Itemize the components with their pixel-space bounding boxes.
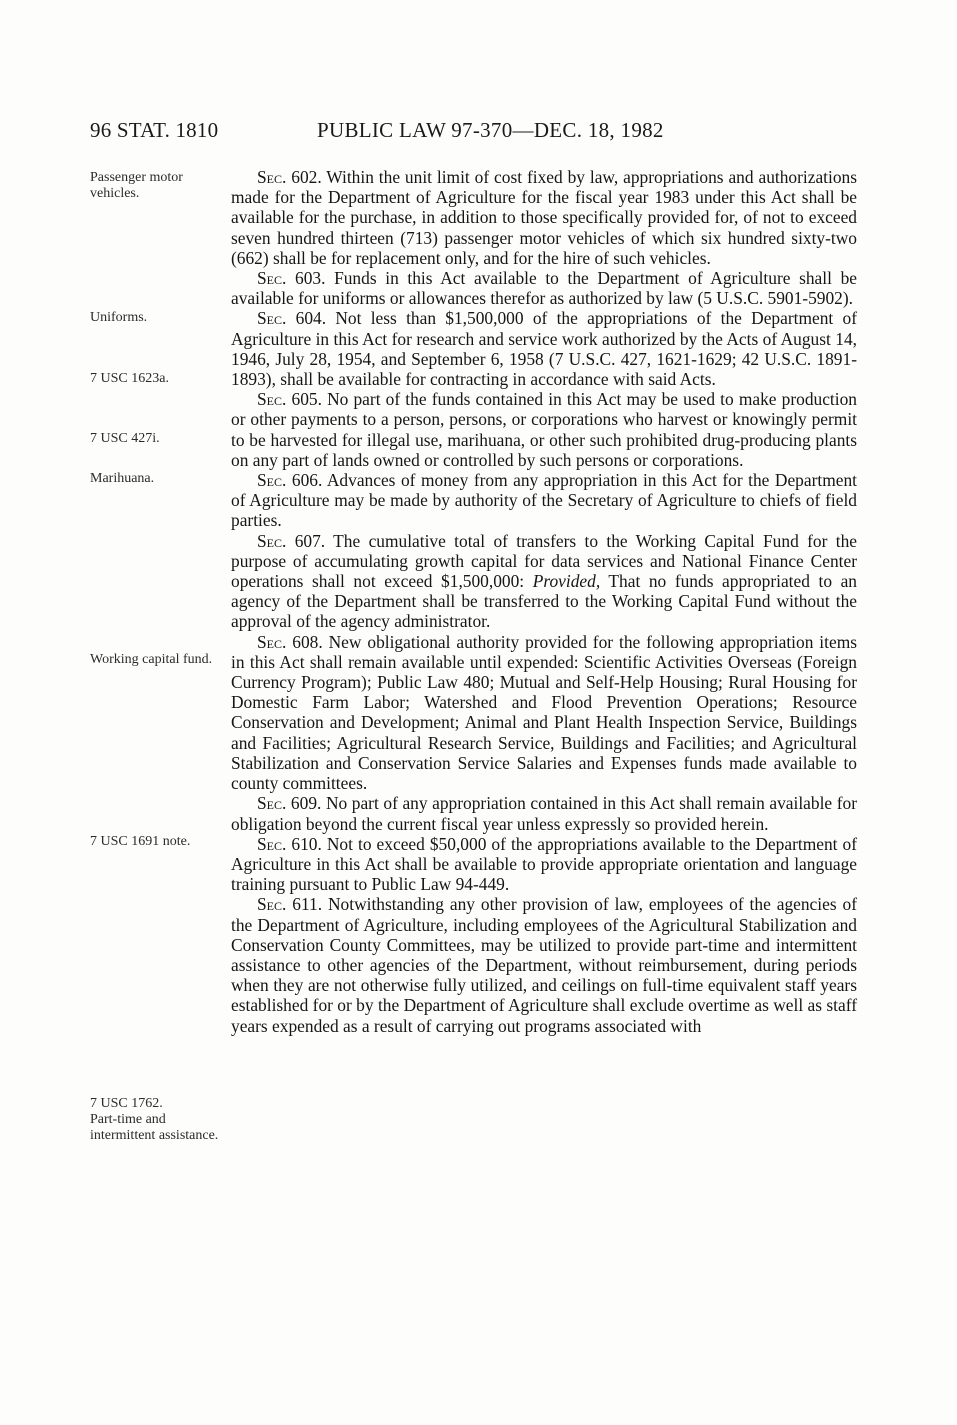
law-title: PUBLIC LAW 97-370—DEC. 18, 1982: [317, 118, 664, 142]
section-label: Sec.: [257, 793, 287, 814]
margin-note-part-time: Part-time and intermittent assistance.: [90, 1112, 219, 1143]
section-label: Sec.: [257, 389, 287, 410]
section-text: 608. New obligational authority provided for the following appropriation items in this Act shall remain available until expended: Scientific Activities Overseas (Foreign Currency Program); Public Law 480; Mutual and Self-Help Housing; Rural Housing for Domestic Farm Labor; Watershed and Flood Prevention Operations; Resource Conservation and Development; Animal and Plant Health Inspection Service, Buildings and Facilities; Agricultural Research Service, Buildings and Facilities; and Agricultural Stabilization and Conservation Service Salaries and Expenses funds made available to county committees.: [231, 631, 857, 794]
section-italic-provided: Provided,: [532, 571, 601, 592]
section-label: Sec.: [257, 268, 287, 289]
section-text: 610. Not to exceed $50,000 of the appropriations available to the Department of Agriculture in this Act shall be available to provide appropriate orientation and language training pursuant to Public Law 94-449.: [231, 833, 857, 895]
section-607: [231, 531, 857, 632]
section-606: [231, 470, 857, 531]
section-label: Sec.: [257, 308, 287, 329]
section-610: [231, 834, 857, 895]
section-text: 611. Notwithstanding any other provision of law, employees of the agencies of the Department of Agriculture, including employees of the Agricultural Stabilization and Conservation County Committees, may be utilized to provide part-time and intermittent assistance to other agencies of the Department, without reimbursement, during periods when they are not otherwise fully utilized, and ceilings on full-time equivalent staff years established for or by the Department of Agriculture shall exclude overtime as well as staff years expended as a result of carrying out programs associated with: [231, 894, 857, 1036]
section-label: Sec.: [257, 833, 287, 854]
margin-note-working-capital: Working capital fund.: [90, 652, 213, 667]
section-label: Sec.: [257, 470, 287, 491]
section-label: Sec.: [257, 894, 287, 915]
section-text-continued: That no funds appropriated to an agency of the Department shall be transferred to the Working Capital Fund without the approval of the agency administrator.: [231, 571, 857, 632]
statute-citation: 96 STAT. 1810: [90, 118, 219, 142]
section-611: [231, 894, 857, 1035]
section-602: [231, 167, 857, 268]
margin-note-marihuana: Marihuana.: [90, 471, 155, 486]
section-604: [231, 308, 857, 389]
section-text: 607. The cumulative total of transfers to the Working Capital Fund for the purpose of accumulating growth capital for data services and National Finance Center operations shall not exceed $1,500,000:: [231, 530, 857, 592]
section-label: Sec.: [257, 631, 287, 652]
section-text: 609. No part of any appropriation contained in this Act shall remain available for obligation beyond the current fiscal year unless expressly so provided herein.: [231, 793, 857, 834]
margin-note-passenger-vehicles: Passenger motor vehicles.: [90, 170, 183, 201]
section-text: 605. No part of the funds contained in this Act may be used to make production or other payments to a person, persons, or corporations who harvest or knowingly permit to be harvested for illegal use, marihuana, or other such prohibited drug-producing plants on any part of lands owned or controlled by such persons or corporations.: [231, 389, 857, 470]
section-label: Sec.: [257, 167, 287, 187]
margin-note-uniforms: Uniforms.: [90, 310, 148, 325]
section-605: [231, 389, 857, 470]
section-label: Sec.: [257, 530, 287, 551]
margin-note-7usc427i: 7 USC 427i.: [90, 431, 160, 446]
section-text: 603. Funds in this Act available to the Department of Agriculture shall be available for uniforms or allowances therefor as authorized by law (5 U.S.C. 5901-5902).: [231, 268, 857, 309]
section-text: 602. Within the unit limit of cost fixed by law, appropriations and authorizations made for the Department of Agriculture for the fiscal year 1983 under this Act shall be available for the purchase, in addition to those specifically provided for, of not to exceed seven hundred thirteen (713) passenger motor vehicles of which six hundred sixty-two (662) shall be for replacement only, and for the hire of such vehicles.: [231, 167, 857, 268]
margin-note-7usc1691: 7 USC 1691 note.: [90, 834, 191, 849]
running-head: [90, 118, 860, 150]
section-603: [231, 268, 857, 308]
section-text: 606. Advances of money from any appropriation in this Act for the Department of Agriculture may be made by authority of the Secretary of Agriculture to chiefs of field parties.: [231, 470, 857, 531]
main-text: [231, 167, 857, 1036]
section-608: [231, 632, 857, 794]
section-text: 604. Not less than $1,500,000 of the appropriations of the Department of Agriculture in this Act for research and service work authorized by the Acts of August 14, 1946, July 28, 1954, and September 6, 1958 (7 U.S.C. 427, 1621-1629; 42 U.S.C. 1891-1893), shall be available for contracting in accordance with said Acts.: [231, 308, 857, 390]
section-609: [231, 793, 857, 833]
margin-note-7usc1623a: 7 USC 1623a.: [90, 371, 169, 386]
margin-note-7usc1762: 7 USC 1762.: [90, 1096, 163, 1111]
